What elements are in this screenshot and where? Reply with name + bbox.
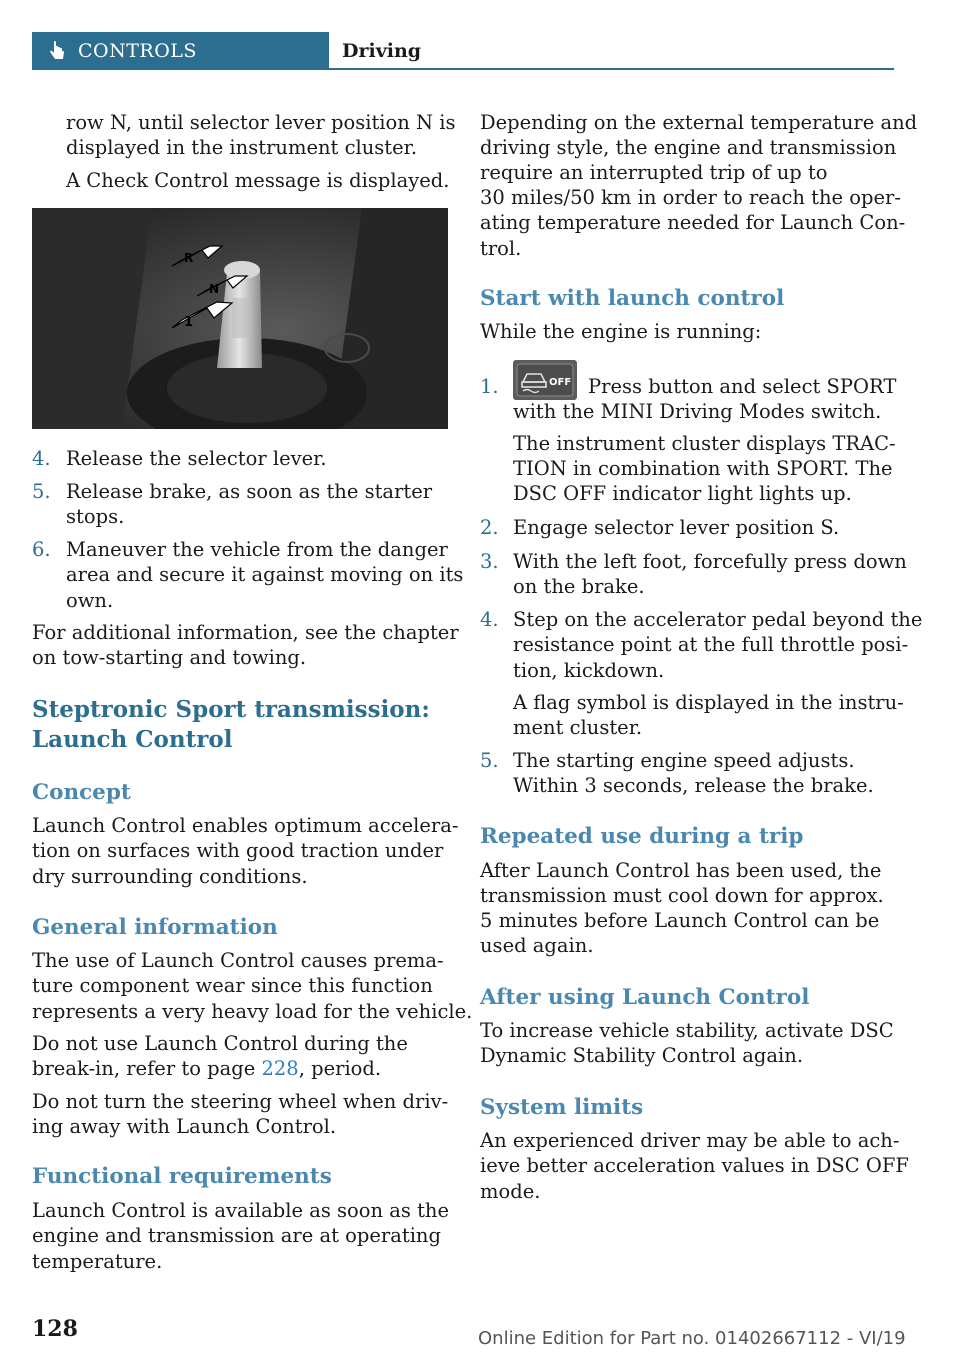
section-tab (32, 32, 329, 70)
page-number: 128 (32, 1316, 78, 1342)
text-line: For additional information, see the chapter (32, 621, 459, 644)
step-text: with the MINI Driving Modes switch. (513, 400, 882, 423)
step-text: A flag symbol is displayed in the instru- (513, 691, 904, 714)
text-line: mode. (480, 1180, 541, 1203)
text-line: Depending on the external temperature and (480, 111, 918, 134)
subheading-functional: Functional requirements (32, 1164, 332, 1189)
step-text: DSC OFF indicator light lights up. (513, 482, 852, 505)
text-line: represents a very heavy load for the vehicle. (32, 1000, 473, 1023)
step-text: Engage selector lever position S. (513, 516, 840, 539)
step-text: TION in combination with SPORT. The (513, 457, 893, 480)
step-text: Within 3 seconds, release the brake. (513, 774, 874, 797)
text-line: ture component wear since this function (32, 974, 433, 997)
text-line: The use of Launch Control causes prema- (32, 949, 444, 972)
hand-pointer-icon (46, 40, 68, 62)
step-number: 5. (32, 480, 51, 503)
step-text: on the brake. (513, 575, 645, 598)
step-number: 2. (480, 516, 499, 539)
text-line: break-in, refer to page 228, period. (32, 1057, 382, 1080)
text-line: require an interrupted trip of up to (480, 161, 828, 184)
step-text: area and secure it against moving on its (66, 563, 464, 586)
subheading-concept: Concept (32, 780, 131, 805)
text-line: Launch Control is available as soon as the (32, 1199, 450, 1222)
text-line: Dynamic Stability Control again. (480, 1044, 804, 1067)
label-1: 1 (184, 315, 194, 330)
step-text: own. (66, 589, 114, 612)
subheading-general: General information (32, 915, 278, 940)
page-link[interactable]: 228 (261, 1057, 299, 1080)
text-line: dry surrounding conditions. (32, 865, 308, 888)
gear-selector-illustration (32, 208, 448, 429)
subheading-system-limits: System limits (480, 1095, 644, 1120)
subheading-repeated: Repeated use during a trip (480, 824, 804, 849)
step-text: The instrument cluster displays TRAC- (513, 432, 896, 455)
step-text: Step on the accelerator pedal beyond the (513, 608, 923, 631)
text-line: Launch Control enables optimum accelera- (32, 814, 459, 837)
section-label: CONTROLS (78, 40, 197, 62)
text-line: driving style, the engine and transmission (480, 136, 897, 159)
text-line: ating temperature needed for Launch Con- (480, 211, 906, 234)
step-text: resistance point at the full throttle posi- (513, 633, 909, 656)
label-n: N (209, 282, 220, 296)
dsc-off-button-icon (513, 360, 577, 400)
step-text: ment cluster. (513, 716, 643, 739)
text-line: A Check Control message is displayed. (66, 169, 450, 192)
step-text: Release the selector lever. (66, 447, 327, 470)
step-text: Maneuver the vehicle from the danger (66, 538, 448, 561)
subheading-start: Start with launch control (480, 286, 785, 311)
text-line: While the engine is running: (480, 320, 762, 343)
text-line: Do not turn the steering wheel when driv- (32, 1090, 449, 1113)
dsc-off-label: OFF (549, 377, 572, 388)
step-text: stops. (66, 505, 125, 528)
text-line: Do not use Launch Control during the (32, 1032, 408, 1055)
step-number: 3. (480, 550, 499, 573)
step-text: With the left foot, forcefully press down (513, 550, 907, 573)
step-number: 1. (480, 375, 499, 398)
step-text: tion, kickdown. (513, 659, 665, 682)
text-line: on tow-starting and towing. (32, 646, 307, 669)
label-r: R (184, 251, 194, 265)
step-number: 4. (480, 608, 499, 631)
text-line: temperature. (32, 1250, 163, 1273)
text-line: trol. (480, 237, 522, 260)
text-line: To increase vehicle stability, activate DSC (480, 1019, 894, 1042)
text-line: After Launch Control has been used, the (480, 859, 882, 882)
page-header (32, 32, 894, 70)
step-number: 4. (32, 447, 51, 470)
section-heading: Steptronic Sport transmission: (32, 696, 430, 723)
edition-footer: Online Edition for Part no. 01402667112 - VI/19 (478, 1328, 906, 1349)
step-text: Press button and select SPORT (588, 375, 897, 398)
subheading-after: After using Launch Control (480, 985, 810, 1010)
text-line: 5 minutes before Launch Control can be (480, 909, 880, 932)
step-number: 6. (32, 538, 51, 561)
text-line: ieve better acceleration values in DSC OFF (480, 1154, 909, 1177)
text-line: row N, until selector lever position N is (66, 111, 456, 134)
text-line: engine and transmission are at operating (32, 1224, 441, 1247)
step-text: Release brake, as soon as the starter (66, 480, 433, 503)
text-line: 30 miles/50 km in order to reach the oper- (480, 186, 901, 209)
step-number: 5. (480, 749, 499, 772)
section-heading: Launch Control (32, 726, 233, 753)
text-line: displayed in the instrument cluster. (66, 136, 418, 159)
selector-lever-photo (32, 208, 448, 429)
text-line: An experienced driver may be able to ach- (480, 1129, 900, 1152)
text-line: ing away with Launch Control. (32, 1115, 337, 1138)
text-line: tion on surfaces with good traction under (32, 839, 444, 862)
text-line: transmission must cool down for approx. (480, 884, 884, 907)
page-title: Driving (342, 40, 422, 62)
step-text: The starting engine speed adjusts. (513, 749, 855, 772)
text-line: used again. (480, 934, 594, 957)
header-rule (329, 68, 894, 70)
